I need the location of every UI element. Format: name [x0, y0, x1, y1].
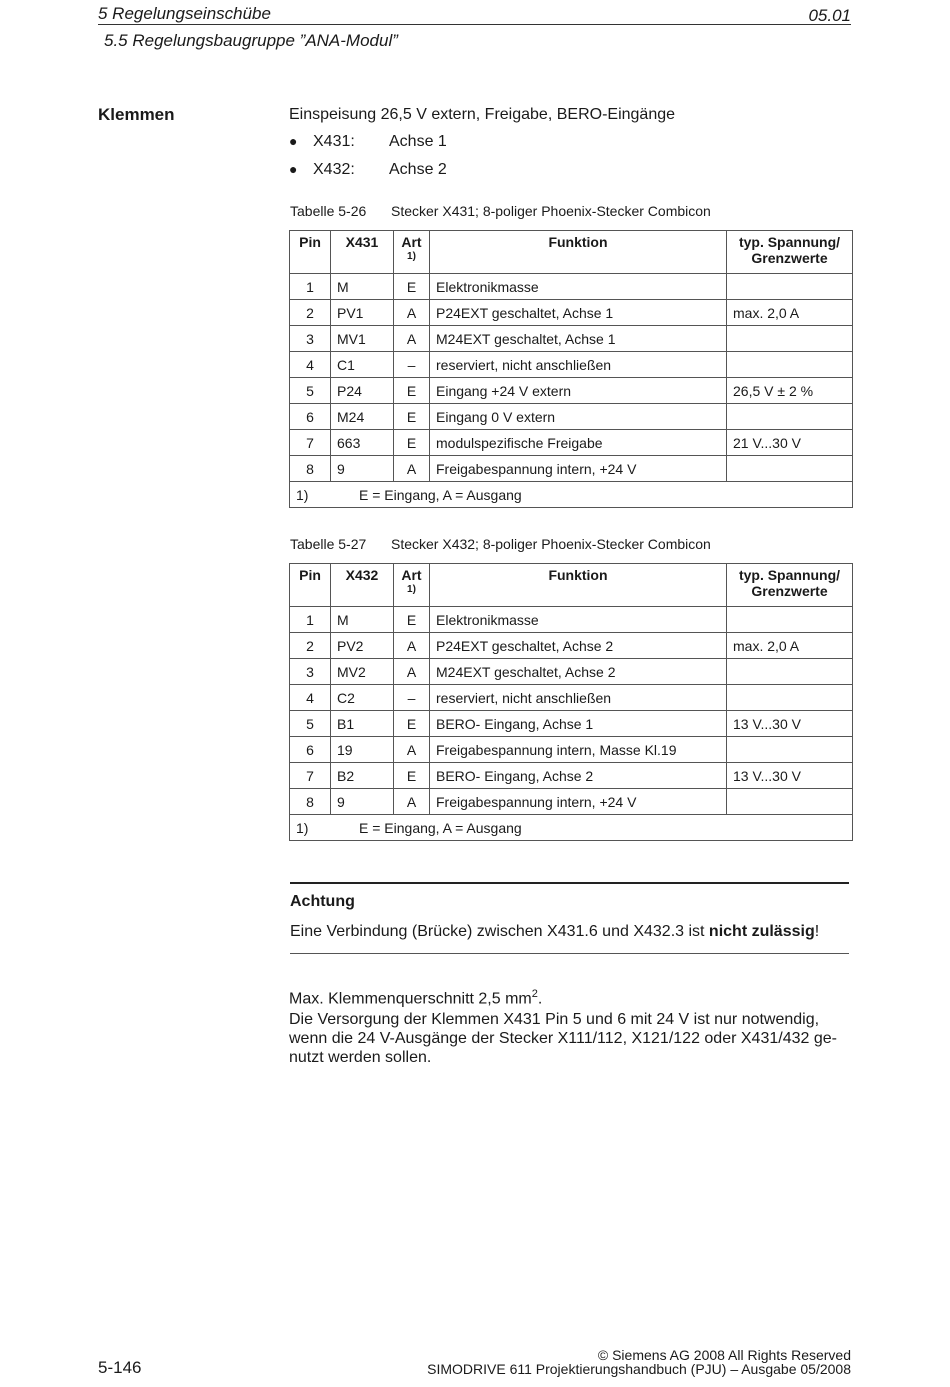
table-row: 2 PV2 A P24EXT geschaltet, Achse 2 max. 2,0 A: [290, 633, 853, 659]
table-row: 3 MV2 A M24EXT geschaltet, Achse 2: [290, 659, 853, 685]
header-pin: Pin: [290, 231, 331, 274]
table-row: 6 M24 E Eingang 0 V extern: [290, 404, 853, 430]
table-caption: [290, 536, 711, 552]
header-pin: Pin: [290, 564, 331, 607]
supply-note: Die Versorgung der Klemmen X431 Pin 5 und 6 mit 24 V ist nur notwendig, wenn die 24 V-Ausgänge der Stecker X111/112, X121/122 oder X431/432 ge- nutzt werden sollen.: [289, 1011, 837, 1066]
table-row: 2 PV1 A P24EXT geschaltet, Achse 1 max. 2,0 A: [290, 300, 853, 326]
table-row: 5 P24 E Eingang +24 V extern 26,5 V ± 2 %: [290, 378, 853, 404]
page-number: 5-146: [98, 1358, 142, 1377]
manual-title: SIMODRIVE 611 Projektierungshandbuch (PJU) – Ausgabe 05/2008: [427, 1361, 851, 1377]
footnote-ref: 1): [407, 584, 416, 595]
copyright: © Siemens AG 2008 All Rights Reserved: [597, 1347, 851, 1363]
connector-label: X431:: [313, 133, 355, 150]
edition-date: 05.01: [808, 6, 851, 25]
table-row: 8 9 A Freigabespannung intern, +24 V: [290, 456, 853, 482]
table-number: Tabelle 5-27: [290, 536, 367, 552]
attention-title: Achtung: [290, 893, 355, 910]
axis-label: Achse 2: [389, 161, 447, 178]
header-rule: [98, 24, 851, 25]
header-connector: X432: [331, 564, 394, 607]
bullet-icon: ●: [289, 133, 298, 149]
table-row: 1 M E Elektronikmasse: [290, 607, 853, 633]
bullet-icon: ●: [289, 161, 298, 177]
cross-section-note: Max. Klemmenquerschnitt 2,5 $mm^2$.: [289, 988, 543, 1008]
table-row: 4 C2 – reserviert, nicht anschließen: [290, 685, 853, 711]
table-row: 8 9 A Freigabespannung intern, +24 V: [290, 789, 853, 815]
attention-text: Eine Verbindung (Brücke) zwischen X431.6 und X432.3 ist nicht zulässig!: [290, 923, 820, 940]
header-art: Art 1): [394, 231, 430, 274]
list-item: [289, 133, 447, 151]
table-row: 7 B2 E BERO- Eingang, Achse 2 13 V...30 V: [290, 763, 853, 789]
header-function: Funktion: [430, 564, 727, 607]
header-function: Funktion: [430, 231, 727, 274]
table-caption: [290, 203, 711, 219]
chapter-title: 5 Regelungseinschübe: [98, 4, 271, 23]
attention-emphasis: nicht zulässig: [708, 923, 815, 940]
connector-label: X432:: [313, 161, 355, 178]
table-row: 1 M E Elektronikmasse: [290, 274, 853, 300]
table-header-row: [290, 231, 853, 274]
table-footnote: 1) E = Eingang, A = Ausgang: [290, 815, 853, 841]
header-art: Art 1): [394, 564, 430, 607]
axis-label: Achse 1: [389, 133, 447, 150]
table-number: Tabelle 5-26: [290, 203, 367, 219]
table-footnote-row: [290, 815, 853, 841]
table-title: Stecker X432; 8-poliger Phoenix-Stecker Combicon: [391, 536, 711, 552]
table-title: Stecker X431; 8-poliger Phoenix-Stecker Combicon: [391, 203, 711, 219]
connector-table-x432: [289, 563, 853, 841]
table-header-row: [290, 564, 853, 607]
header-values: typ. Spannung/ Grenzwerte: [727, 564, 853, 607]
attention-top-rule: [290, 882, 849, 884]
table-row: 3 MV1 A M24EXT geschaltet, Achse 1: [290, 326, 853, 352]
table-footnote-row: [290, 482, 853, 508]
attention-bottom-rule: [290, 953, 849, 954]
table-row: 4 C1 – reserviert, nicht anschließen: [290, 352, 853, 378]
header-values: typ. Spannung/ Grenzwerte: [727, 231, 853, 274]
list-item: [289, 161, 447, 179]
table-footnote: 1) E = Eingang, A = Ausgang: [290, 482, 853, 508]
table-row: 7 663 E modulspezifische Freigabe 21 V...30 V: [290, 430, 853, 456]
table-row: 5 B1 E BERO- Eingang, Achse 1 13 V...30 V: [290, 711, 853, 737]
section-title: 5.5 Regelungsbaugruppe ”ANA-Modul”: [104, 31, 398, 50]
header-connector: X431: [331, 231, 394, 274]
table-row: 6 19 A Freigabespannung intern, Masse Kl.19: [290, 737, 853, 763]
connector-table-x431: [289, 230, 853, 508]
side-heading: Klemmen: [98, 105, 175, 124]
footnote-ref: 1): [407, 251, 416, 262]
intro-text: Einspeisung 26,5 V extern, Freigabe, BERO-Eingänge: [289, 106, 676, 123]
